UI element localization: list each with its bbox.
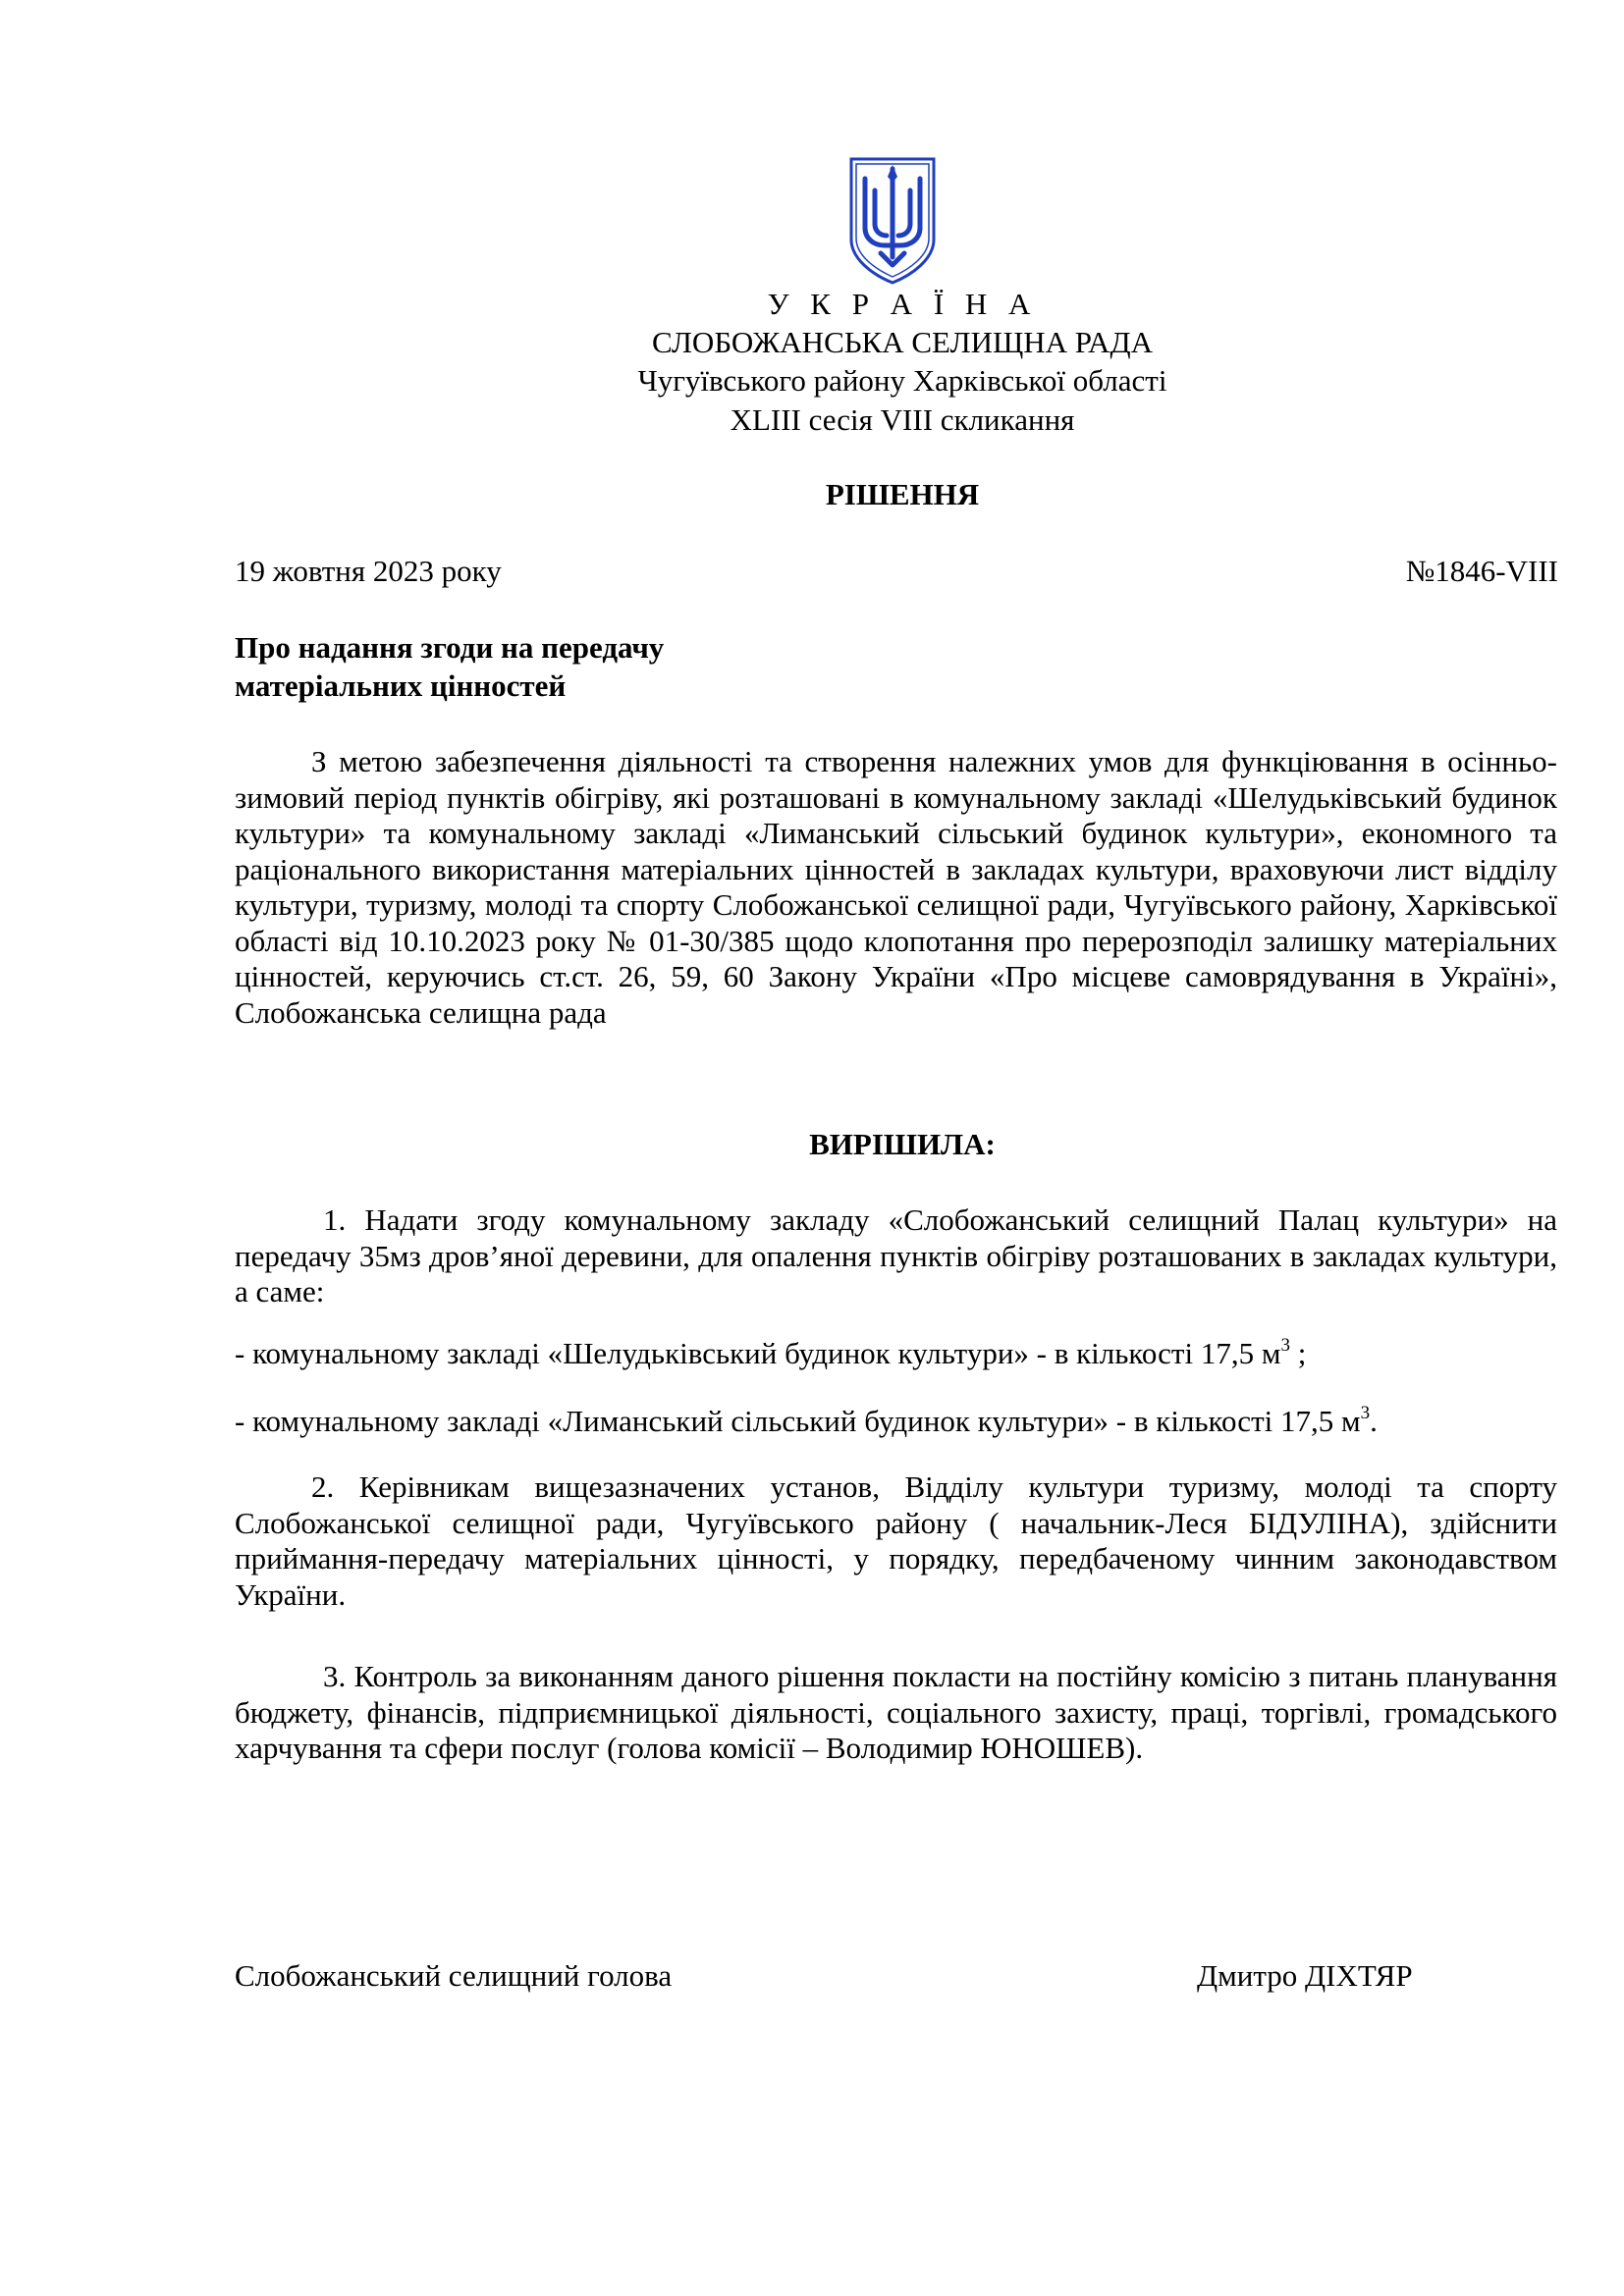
country-title: У К Р А Ї Н А (767, 287, 1038, 321)
decision-item-1: 1. Надати згоду комунальному закладу «Слобожанський селищний Палац культури» на передачу 35мз дров’яної деревини, для опалення пунктів обігріву розташованих в закладах культури, а саме: (235, 1202, 1557, 1308)
decided-heading: ВИРІШИЛА: (809, 1127, 996, 1161)
document-number: №1846-VIII (1405, 554, 1558, 588)
preamble-paragraph: З метою забезпечення діяльності та створення належних умов для функціювання в осінньо-зимовий період пунктів обігріву, які розташовані в комунальному закладі «Шелудьківський будинок культури» та комунальному закладі «Лиманський сільський будинок культури», економного та раціонального використання матеріальних цінностей в закладах культури, враховуючи лист відділу культури, туризму, молоді та спорту Слобожанської селищної ради, Чугуївського району, Харківської області від 10.10.2023 року № 01-30/385 щодо клопотання про перерозподіл залишку матеріальних цінностей, керуючись ст.ст. 26, 59, 60 Закону України «Про місцеве самоврядування в Україні», Слобожанська селищна рада (235, 744, 1557, 1030)
district-line: Чугуївського району Харківської області (637, 363, 1167, 398)
document-date: 19 жовтня 2023 року (235, 554, 502, 588)
session-line: XLIII сесія VIII скликання (730, 402, 1075, 437)
sub-item-text: - комунальному закладі «Лиманський сільський будинок культури» - в кількості 17,5 м (235, 1404, 1361, 1438)
sub-item-tail: . (1370, 1404, 1378, 1438)
ukraine-coat-of-arms-icon (847, 155, 938, 287)
document-type-heading: РІШЕННЯ (825, 477, 980, 511)
superscript: 3 (1280, 1335, 1290, 1356)
sub-item-tail: ; (1289, 1336, 1307, 1370)
signature-position: Слобожанський селищний голова (235, 1958, 673, 1993)
subject-line-1: Про надання згоди на передачу (235, 630, 665, 665)
signature-name: Дмитро ДІХТЯР (1197, 1958, 1413, 1993)
council-title: СЛОБОЖАНСЬКА СЕЛИЩНА РАДА (652, 325, 1153, 359)
sub-item-lymanskyi (235, 1404, 1557, 1440)
subject-line-2: матеріальних цінностей (235, 668, 567, 703)
sub-item-sheludkivskyi (235, 1336, 1557, 1372)
decision-item-2: 2. Керівникам вищезазначених установ, Відділу культури туризму, молоді та спорту Слобожанської селищної ради, Чугуївського району ( начальник-Леся БІДУЛІНА), здійснити приймання-передачу матеріальних цінності, у порядку, передбаченому чинним законодавством України. (235, 1469, 1557, 1612)
decision-item-3: 3. Контроль за виконанням даного рішення покласти на постійну комісію з питань планування бюджету, фінансів, підприємницької діяльності, соціального захисту, праці, торгівлі, громадського харчування та сфери послуг (голова комісії – Володимир ЮНОШЕВ). (235, 1659, 1557, 1765)
sub-item-text: - комунальному закладі «Шелудьківський будинок культури» - в кількості 17,5 м (235, 1336, 1281, 1370)
superscript: 3 (1360, 1403, 1371, 1423)
